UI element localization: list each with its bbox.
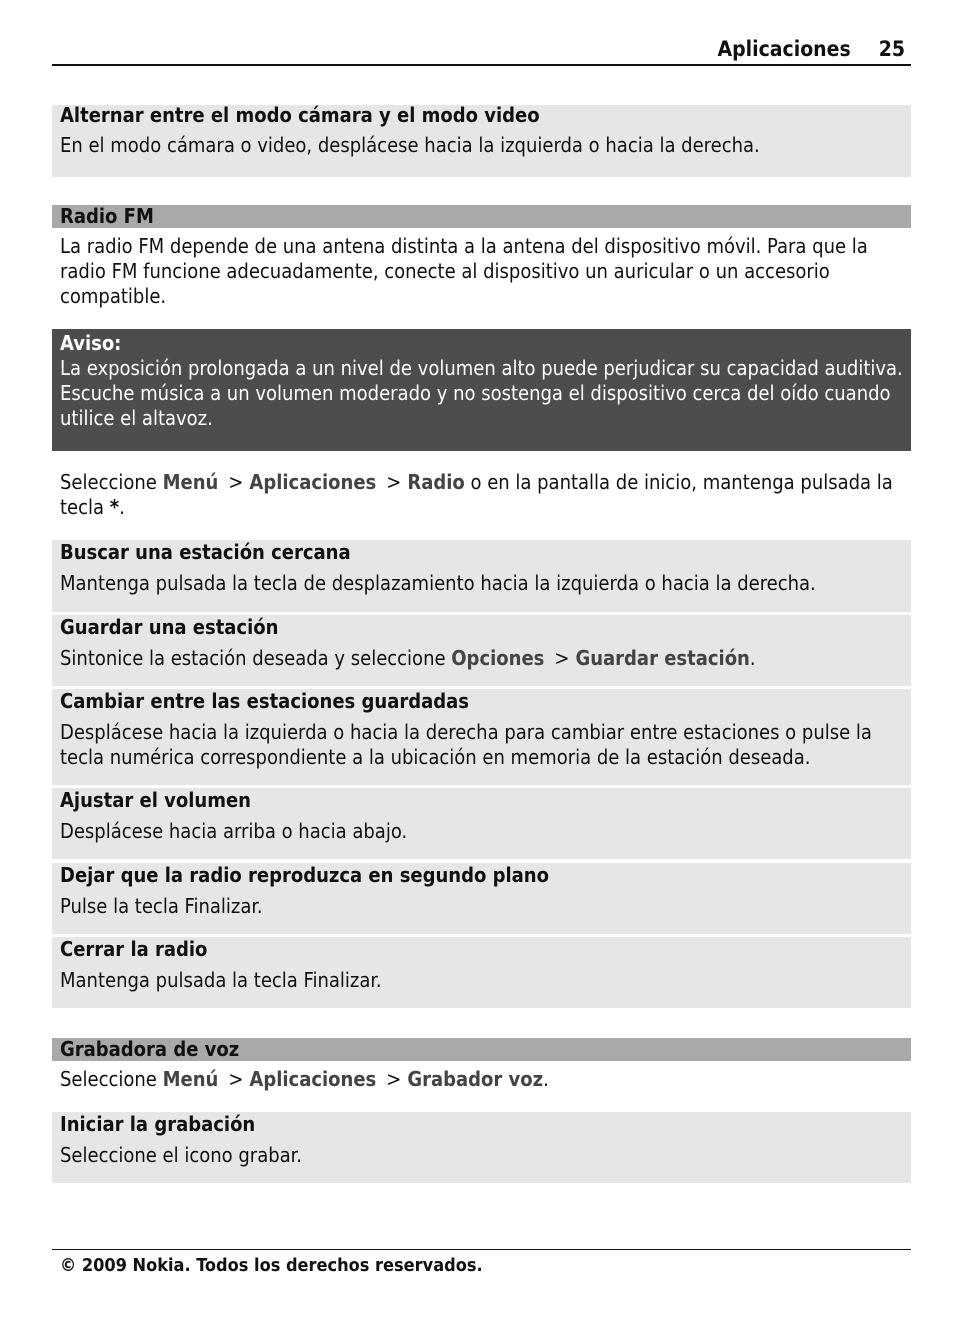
recorder-section-heading: Grabadora de voz [52,1038,911,1061]
task-body: Desplácese hacia la izquierda o hacia la derecha para cambiar entre estaciones o pulse la tecla numérica correspondiente a la ubicación en memoria de la estación deseada. [60,720,872,769]
task-title: Ajustar el volumen [60,788,251,812]
warning-body: La exposición prolongada a un nivel de volumen alto puede perjudicar su capacidad auditiva. Escuche música a un volumen moderado y no sostenga el dispositivo cerca del oído cuando utilice el altavoz. [60,356,903,430]
period: . [119,495,125,519]
radio-instructions [60,470,910,520]
warning-title: Aviso: [60,331,122,355]
select-text: Seleccione [60,1067,157,1091]
task-close-radio [52,937,911,1008]
select-text: Seleccione [60,470,157,494]
radio-section-heading: Radio FM [52,205,911,228]
task-body: Pulse la tecla Finalizar. [60,894,263,918]
task-body: Mantenga pulsada la tecla Finalizar. [60,968,382,992]
menu-path-applications: Aplicaciones [249,1067,377,1091]
menu-path-radio: Radio [407,470,465,494]
task-body-prefix: Sintonice la estación deseada y seleccione [60,646,446,670]
menu-path-menu: Menú [162,1067,219,1091]
select-suffix: o en la pantalla de inicio, mantenga pulsada la tecla [60,470,893,519]
task-body: Seleccione el icono grabar. [60,1143,302,1167]
task-save-station [52,615,911,686]
task-switch-stations [52,689,911,785]
task-background-play [52,863,911,934]
camera-switch-box [52,105,911,177]
star-key: * [109,495,120,519]
menu-path-applications: Aplicaciones [249,470,377,494]
copyright-text: © 2009 Nokia. Todos los derechos reservados. [60,1255,483,1276]
task-title: Iniciar la grabación [60,1112,256,1136]
menu-separator: > [228,470,244,494]
task-adjust-volume [52,788,911,859]
radio-intro: La radio FM depende de una antena distinta a la antena del dispositivo móvil. Para que la radio FM funcione adecuadamente, conecte al dispositivo un auricular o un accesorio compatible. [60,234,868,308]
page-number: 25 [878,37,905,61]
task-find-station [52,540,911,612]
menu-path-voice-recorder: Grabador voz [407,1067,544,1091]
task-title: Dejar que la radio reproduzca en segundo plano [60,863,549,887]
menu-separator: > [554,646,570,670]
task-title: Cambiar entre las estaciones guardadas [60,689,469,713]
camera-switch-body: En el modo cámara o video, desplácese hacia la izquierda o hacia la derecha. [60,133,760,157]
task-body: Mantenga pulsada la tecla de desplazamiento hacia la izquierda o hacia la derecha. [60,571,816,595]
warning-box [52,329,911,451]
camera-switch-title: Alternar entre el modo cámara y el modo video [60,103,540,127]
page-header [52,34,911,66]
task-title: Guardar una estación [60,615,279,639]
menu-path-options: Opciones [451,646,545,670]
period: . [543,1067,549,1091]
menu-separator: > [228,1067,244,1091]
header-section-title: Aplicaciones [717,37,851,61]
task-body [60,646,903,671]
task-start-recording [52,1112,911,1183]
task-body: Desplácese hacia arriba o hacia abajo. [60,819,408,843]
menu-path-save-station: Guardar estación [575,646,750,670]
period: . [749,646,756,670]
task-title: Cerrar la radio [60,937,208,961]
task-title: Buscar una estación cercana [60,540,351,564]
recorder-instructions [60,1067,910,1092]
menu-path-menu: Menú [162,470,219,494]
menu-separator: > [386,470,402,494]
page-footer [52,1249,911,1278]
menu-separator: > [386,1067,402,1091]
